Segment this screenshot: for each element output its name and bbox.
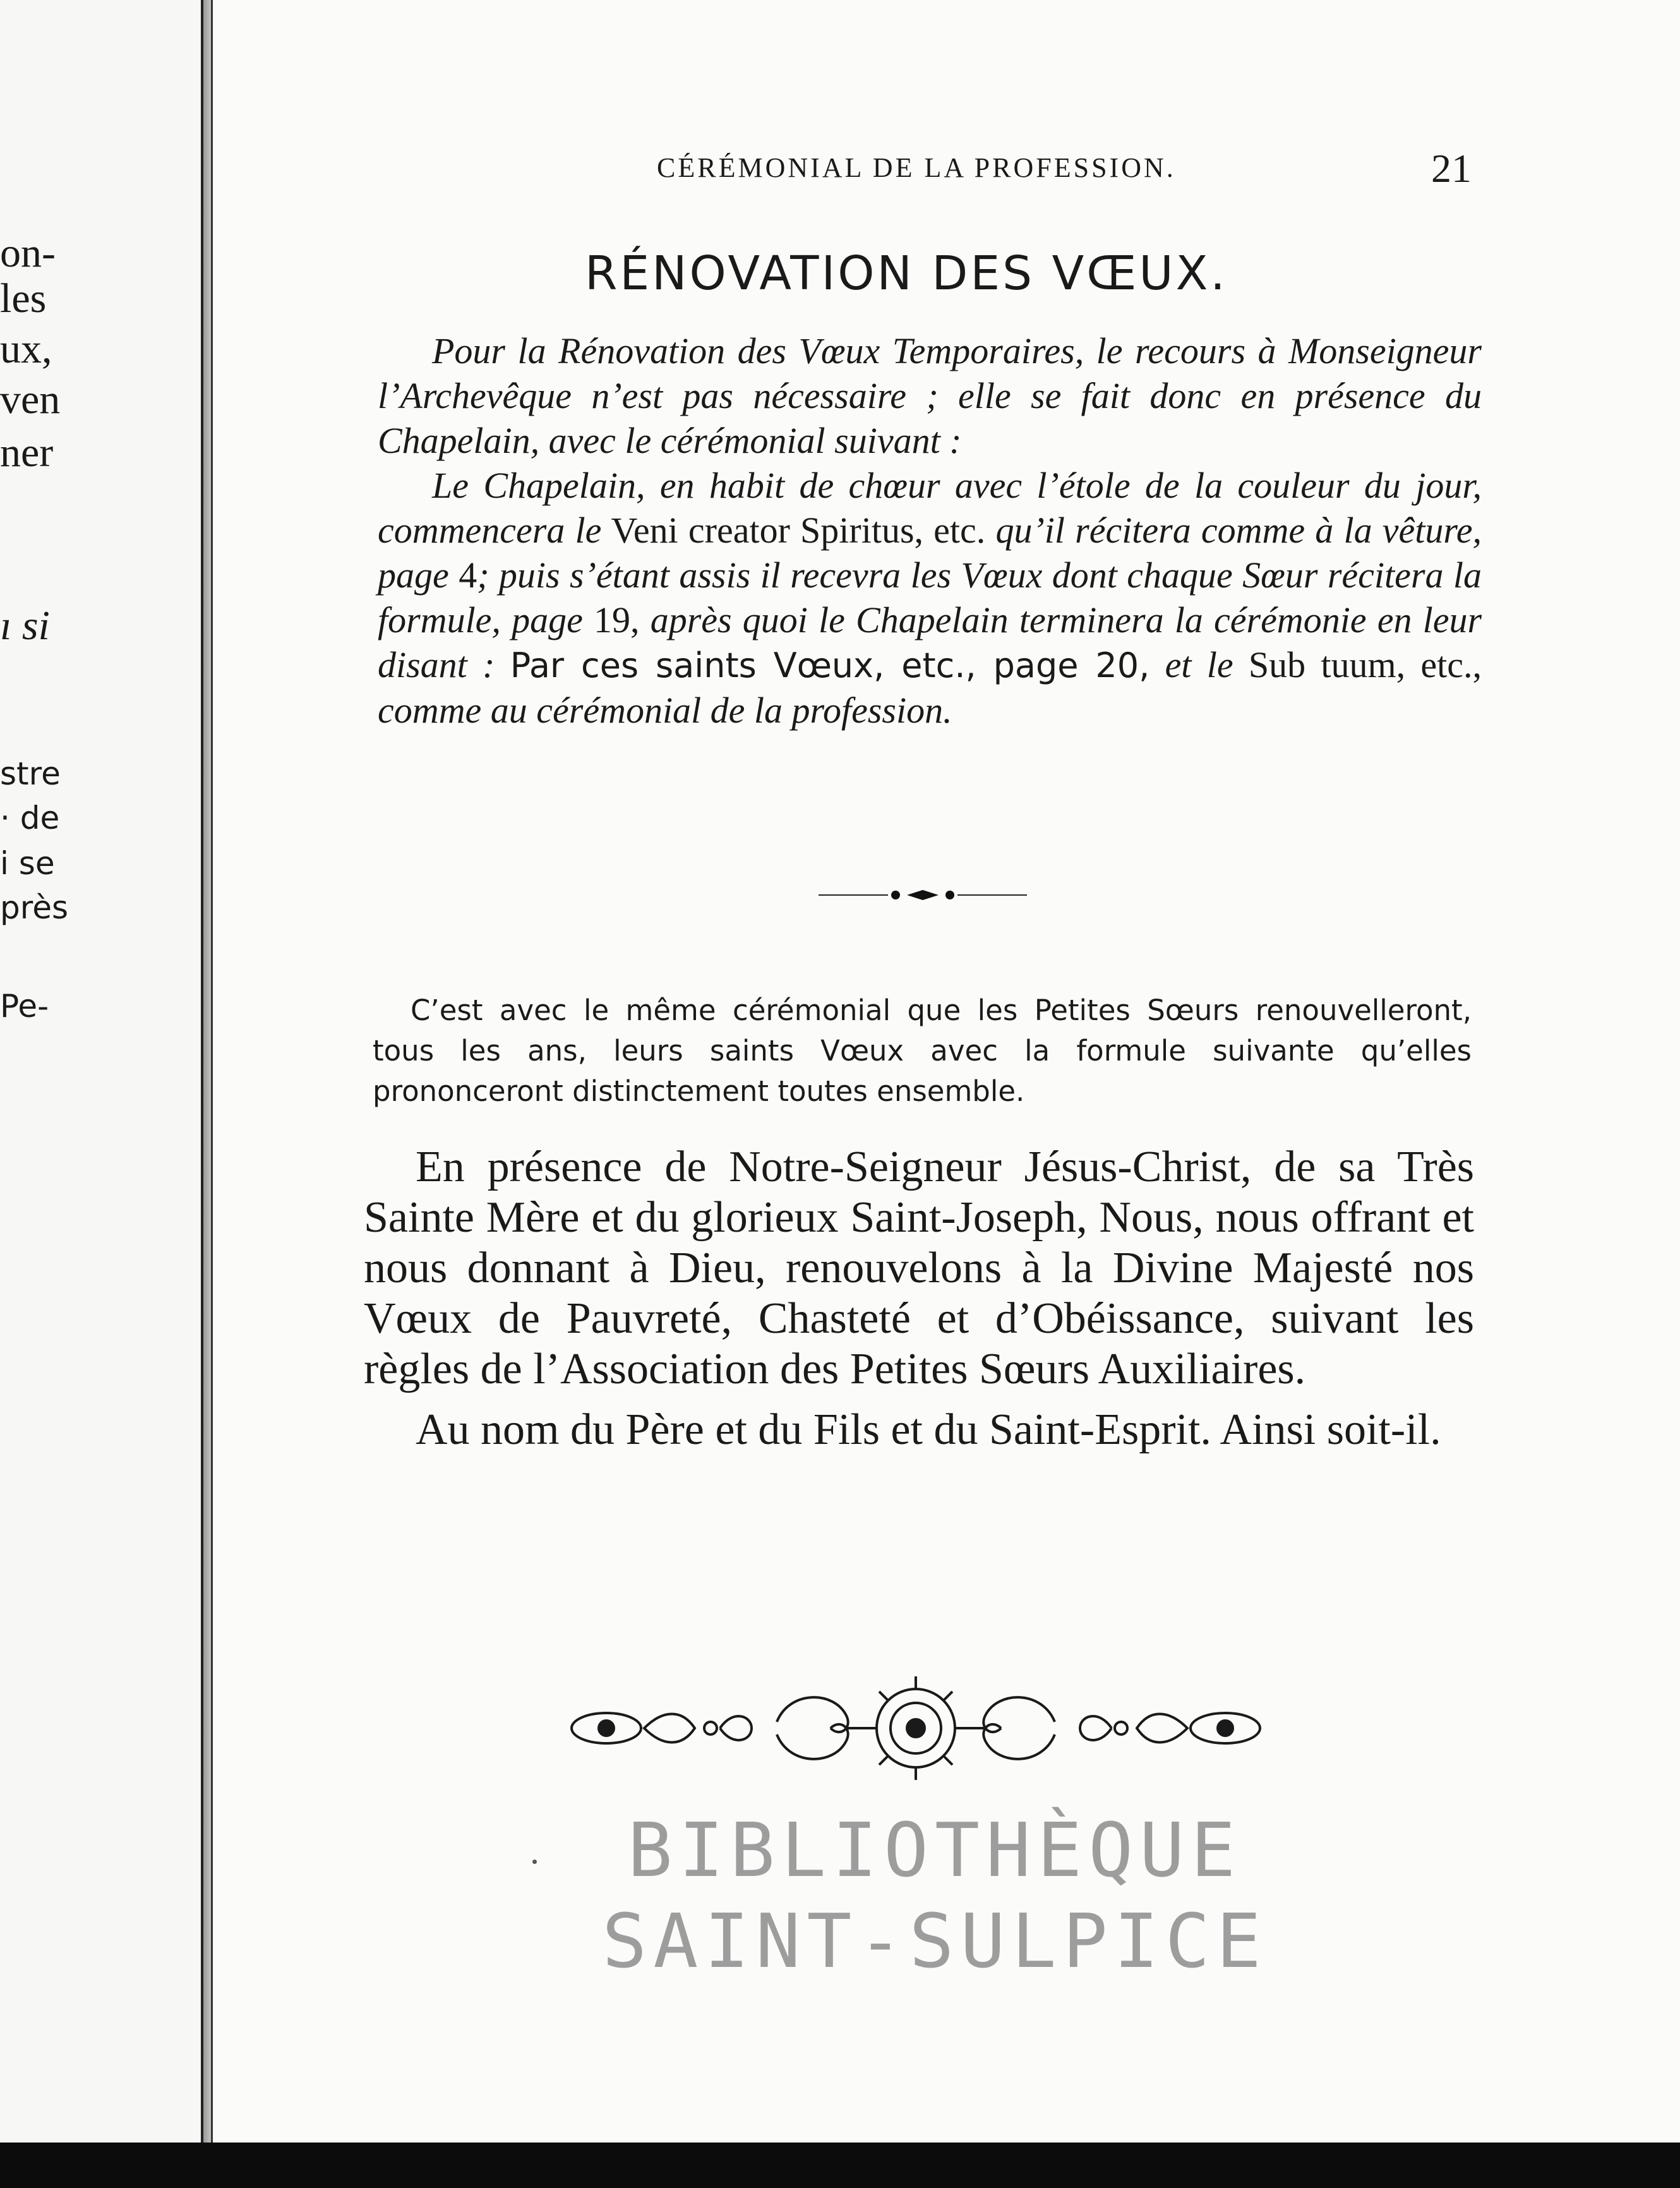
formula-closing: Au nom du Père et du Fils et du Saint-Esprit. Ainsi soit-il. [416,1405,1441,1454]
page-number: 21 [1431,146,1472,191]
renewal-note [373,990,1472,1112]
scan-frame-border [0,2143,1680,2188]
facing-page-fragment: Pe- [0,988,49,1025]
facing-page-fragment: on- [0,230,56,276]
facing-page-edge [0,0,203,2148]
note-text: C’est avec le même cérémonial que les Petites Sœurs renouvelleront, tous les ans, leurs saints Vœux avec la formule suivante qu’elles prononceront distinctement toutes ensemble. [373,994,1472,1108]
vow-formula [364,1142,1474,1455]
facing-page-fragment: stre [0,755,61,792]
facing-page-fragment: i se [0,845,55,882]
rubric-paragraph: Le Chapelain, en habit de chœur avec l’étole de la couleur du jour, commencera le Veni creator Spiritus, etc. qu’il récitera comme à la vêture, page 4; puis s’étant assis il recevra les Vœux dont chaque Sœur récitera la formule, page 19, après quoi le Chapelain terminera la cérémonie en leur disant : Par ces saints Vœux, etc., page 20, et le Sub tuum, etc., comme au cérémonial de la profession. [378,465,1482,731]
facing-page-fragment: ux, [0,326,52,372]
facing-page-fragment: · de [0,800,60,836]
rubric-paragraph: Pour la Rénovation des Vœux Temporaires, le recours à Monseigneur l’Archevêque n’est pas nécessaire ; elle se fait donc en présence du Chapelain, avec le cérémonial suivant : [378,330,1482,461]
facing-page-fragment: près [0,889,69,926]
formula-paragraph: En présence de Notre-Seigneur Jésus-Christ, de sa Très Sainte Mère et du glorieux Saint-Joseph, Nous, nous offrant et nous donnant à Dieu, renouvelons à la Divine Majesté nos Vœux de Pauvreté, Chasteté et d’Obéissance, suivant les règles de l’Association des Petites Sœurs Auxiliaires. [364,1143,1474,1393]
section-title: RÉNOVATION DES VŒUX. [585,246,1228,301]
facing-page-fragment: ı si [0,603,50,649]
library-stamp [581,1806,1288,1983]
separator-ornament [819,886,1027,905]
stamp-line-2: SAINT-SULPICE [602,1897,1268,1985]
stamp-line-1: BIBLIOTHÈQUE [627,1806,1242,1894]
facing-page-fragment: ven [0,376,61,423]
running-header: CÉRÉMONIAL DE LA PROFESSION. [657,152,1176,183]
facing-page-fragment: ner [0,430,54,476]
tailpiece-ornament [562,1665,1269,1791]
facing-page-fragment: les [0,275,47,322]
ink-speck [532,1860,537,1864]
rubric-instructions [378,328,1482,733]
